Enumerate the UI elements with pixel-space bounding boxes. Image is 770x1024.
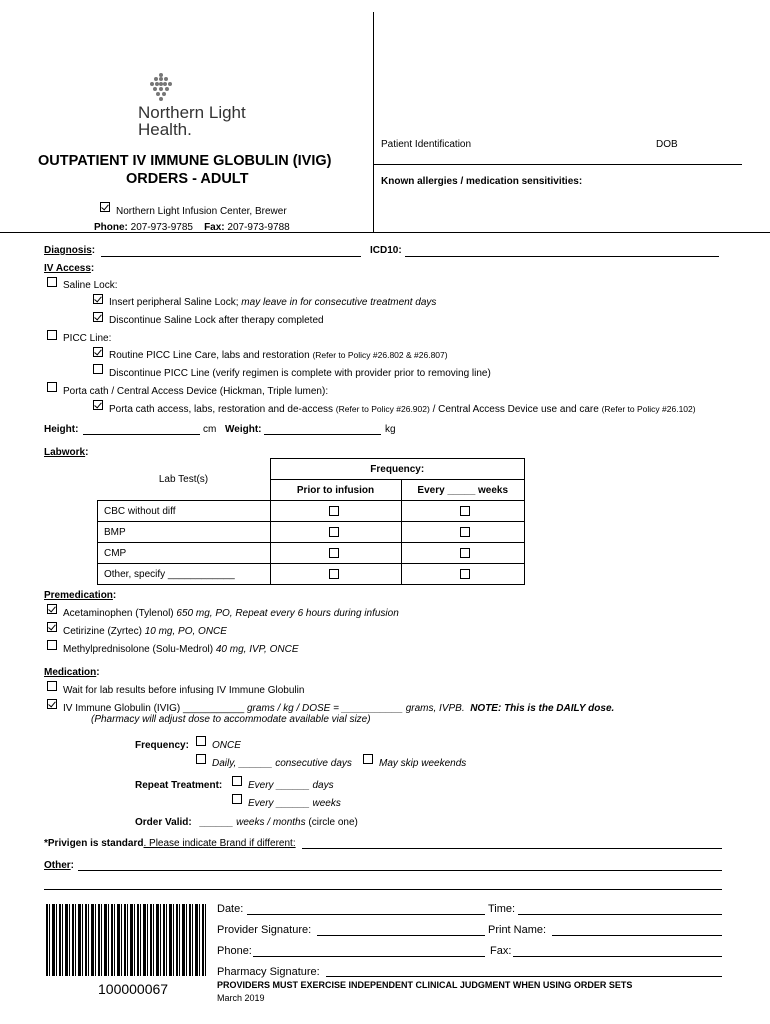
every-days-label: Every ______ days (248, 780, 334, 791)
lab-prior-cell (270, 501, 401, 522)
height-label: Height: (44, 424, 79, 435)
print-name-field[interactable] (552, 935, 722, 936)
picc-line-label: PICC Line: (63, 333, 112, 344)
skip-weekends-checkbox[interactable] (363, 754, 373, 764)
saline-lock-label: Saline Lock: (63, 280, 118, 291)
saline-lock-checkbox[interactable] (47, 277, 57, 287)
table-row (98, 522, 525, 543)
saline-insert-checkbox[interactable] (93, 294, 103, 304)
allergies-label: Known allergies / medication sensitivities: (381, 176, 583, 187)
frequency-header (270, 459, 525, 480)
wait-labs-label: Wait for lab results before infusing IV Immune Globulin (63, 685, 305, 696)
form-title-line1: OUTPATIENT IV IMMUNE GLOBULIN (IVIG) (38, 153, 332, 169)
other-field[interactable] (78, 870, 722, 871)
lab-col-every-text: Every _____ weeks (417, 484, 509, 496)
saline-insert-text: Insert peripheral Saline Lock; (109, 297, 242, 308)
print-name-label: Print Name: (488, 924, 547, 936)
order-valid-text: ______ weeks / months (200, 817, 306, 828)
methylprednisolone-text: Methylprednisolone (Solu-Medrol) (63, 644, 216, 655)
form-title-line2: ORDERS - ADULT (126, 171, 249, 187)
premedication-text: Premedication (44, 590, 113, 601)
cbc-every-checkbox[interactable] (460, 506, 470, 516)
acetaminophen-text: Acetaminophen (Tylenol) (63, 608, 177, 619)
height-field[interactable] (83, 434, 200, 435)
lab-prior-cell (270, 543, 401, 564)
methylprednisolone-checkbox[interactable] (47, 640, 57, 650)
repeat-treatment-label: Repeat Treatment: (135, 780, 223, 791)
order-valid-note: (circle one) (308, 817, 358, 828)
pharmacy-signature-field[interactable] (326, 976, 722, 977)
lab-name: CMP (98, 543, 271, 564)
header-divider (373, 12, 374, 232)
lab-col-test (98, 459, 271, 501)
picc-line-checkbox[interactable] (47, 330, 57, 340)
cetirizine-text: Cetirizine (Zyrtec) (63, 626, 145, 637)
diagnosis-text: Diagnosis (44, 245, 92, 256)
ivig-note: NOTE: This is the DAILY dose. (470, 703, 615, 714)
revision-date: March 2019 (217, 993, 265, 1003)
lab-every-cell (401, 522, 525, 543)
brand-field[interactable] (302, 848, 722, 849)
bmp-every-checkbox[interactable] (460, 527, 470, 537)
pharmacy-adjust-note: (Pharmacy will adjust dose to accommodate available vial size) (91, 714, 371, 725)
brand-line1: Northern Light (138, 103, 246, 122)
porta-cath-checkbox[interactable] (47, 382, 57, 392)
picc-discontinue-checkbox[interactable] (93, 364, 103, 374)
lab-prior-cell (270, 564, 401, 585)
lab-every-cell (401, 543, 525, 564)
ivig-dose: grams / kg / DOSE = ___________ grams, IVPB. (247, 703, 465, 714)
other-text: Other (44, 860, 71, 871)
medication-header: Medication: (44, 667, 100, 678)
cm-unit: cm (203, 424, 217, 435)
diagnosis-label: Diagnosis: (44, 245, 96, 256)
frequency-label: Frequency: (135, 740, 189, 751)
provider-phone-label: Phone: (217, 945, 252, 957)
weight-label: Weight: (225, 424, 262, 435)
time-label: Time: (488, 903, 516, 915)
premedication-header: Premedication: (44, 590, 117, 601)
lab-prior-cell (270, 522, 401, 543)
saline-discontinue-label: Discontinue Saline Lock after therapy completed (109, 315, 324, 326)
daily-label: Daily, ______ consecutive days (212, 758, 352, 769)
daily-checkbox[interactable] (196, 754, 206, 764)
once-checkbox[interactable] (196, 736, 206, 746)
methylprednisolone-dose: 40 mg, IVP, ONCE (215, 644, 299, 655)
fax-number: 207-973-9788 (227, 222, 290, 233)
every-weeks-label: Every ______ weeks (248, 798, 341, 809)
lab-col-test-text: Lab Test(s) (158, 473, 209, 485)
porta-mid-text: / Central Access Device use and care (429, 404, 602, 415)
order-valid-label: Order Valid: (135, 817, 192, 828)
picc-routine-label (109, 350, 448, 361)
provider-fax-label: Fax: (490, 945, 512, 957)
other-label: Other: (44, 860, 75, 871)
methylprednisolone-label (63, 644, 299, 655)
saline-insert-note: may leave in for consecutive treatment days (241, 297, 437, 308)
picc-routine-text: Routine PICC Line Care, labs and restoration (109, 350, 313, 361)
table-row (98, 564, 525, 585)
phone-number: 207-973-9785 (130, 222, 193, 233)
lab-every-cell (401, 501, 525, 522)
saline-discontinue-checkbox[interactable] (93, 312, 103, 322)
icd10-label: ICD10: (370, 245, 402, 256)
lab-name: Other, specify ____________ (98, 564, 271, 585)
privigen-note: . Please indicate Brand if different: (143, 838, 296, 849)
provider-fax-field[interactable] (513, 956, 722, 957)
weight-field[interactable] (264, 434, 381, 435)
saline-insert-label (109, 297, 436, 308)
lab-name: BMP (98, 522, 271, 543)
dob-label: DOB (656, 139, 678, 150)
cbc-prior-checkbox[interactable] (329, 506, 339, 516)
lab-col-prior-text: Prior to infusion (296, 484, 375, 496)
bmp-prior-checkbox[interactable] (329, 527, 339, 537)
lab-col-prior (270, 480, 401, 501)
medication-text: Medication (44, 667, 97, 678)
date-label: Date: (217, 903, 244, 915)
provider-phone-field[interactable] (253, 956, 485, 957)
other-prior-checkbox[interactable] (329, 569, 339, 579)
table-row (98, 501, 525, 522)
ivig-text: IV Immune Globulin (IVIG) ___________ (63, 703, 247, 714)
patient-id-line[interactable] (374, 164, 742, 165)
order-valid-value (200, 817, 358, 828)
once-label: ONCE (212, 740, 241, 751)
pine-cone-logo-icon (146, 72, 176, 102)
iv-access-header: IV Access: (44, 263, 95, 274)
picc-routine-ref: (Refer to Policy #26.802 & #26.807) (312, 350, 448, 360)
phone-label: Phone: (94, 222, 128, 233)
infusion-center-name: Northern Light Infusion Center, Brewer (116, 206, 287, 217)
table-row (98, 543, 525, 564)
porta-access-checkbox[interactable] (93, 400, 103, 410)
date-field[interactable] (247, 914, 485, 915)
every-days-checkbox[interactable] (232, 776, 242, 786)
lab-col-every (401, 480, 525, 501)
provider-signature-field[interactable] (317, 935, 485, 936)
acetaminophen-dose: 650 mg, PO, Repeat every 6 hours during infusion (176, 608, 399, 619)
porta-ref-1: (Refer to Policy #26.902) (335, 404, 430, 414)
brand-line2: Health. (138, 120, 192, 139)
barcode-image (46, 904, 208, 976)
fax-label: Fax: (204, 222, 225, 233)
brand-name (138, 104, 246, 138)
frequency-header-text: Frequency: (370, 463, 425, 475)
infusion-center-checkbox[interactable] (100, 202, 110, 212)
wait-labs-checkbox[interactable] (47, 681, 57, 691)
cmp-prior-checkbox[interactable] (329, 548, 339, 558)
acetaminophen-checkbox[interactable] (47, 604, 57, 614)
cetirizine-dose: 10 mg, PO, ONCE (144, 626, 227, 637)
privigen-line (44, 838, 296, 849)
picc-discontinue-label: Discontinue PICC Line (verify regimen is complete with provider prior to removing line) (109, 368, 491, 379)
ivig-label (63, 703, 614, 714)
porta-access-text: Porta cath access, labs, restoration and de-access (109, 404, 336, 415)
cmp-every-checkbox[interactable] (460, 548, 470, 558)
ivig-checkbox[interactable] (47, 699, 57, 709)
porta-ref-2: (Refer to Policy #26.102) (601, 404, 696, 414)
labwork-header: Labwork: (44, 447, 89, 458)
icd10-field[interactable] (405, 256, 719, 257)
lab-table (97, 458, 525, 585)
every-weeks-checkbox[interactable] (232, 794, 242, 804)
labwork-text: Labwork (44, 447, 86, 458)
porta-cath-label: Porta cath / Central Access Device (Hickman, Triple lumen): (63, 386, 329, 397)
pharmacy-signature-label: Pharmacy Signature: (217, 966, 320, 978)
provider-signature-label: Provider Signature: (217, 924, 312, 936)
other-field-2[interactable] (44, 889, 722, 890)
kg-unit: kg (385, 424, 396, 435)
patient-id-label: Patient Identification (381, 139, 472, 150)
cetirizine-label (63, 626, 227, 637)
lab-every-cell (401, 564, 525, 585)
iv-access-text: IV Access (44, 263, 91, 274)
disclaimer: PROVIDERS MUST EXERCISE INDEPENDENT CLINICAL JUDGMENT WHEN USING ORDER SETS (217, 980, 633, 990)
porta-access-label (109, 404, 696, 415)
skip-weekends-label: May skip weekends (379, 758, 467, 769)
barcode-number: 100000067 (98, 981, 169, 997)
privigen-label: *Privigen is standard (44, 838, 144, 849)
cetirizine-checkbox[interactable] (47, 622, 57, 632)
picc-routine-checkbox[interactable] (93, 347, 103, 357)
time-field[interactable] (518, 914, 722, 915)
header-bottom-rule (0, 232, 770, 233)
other-every-checkbox[interactable] (460, 569, 470, 579)
diagnosis-field[interactable] (101, 256, 361, 257)
acetaminophen-label (63, 608, 399, 619)
lab-name: CBC without diff (98, 501, 271, 522)
